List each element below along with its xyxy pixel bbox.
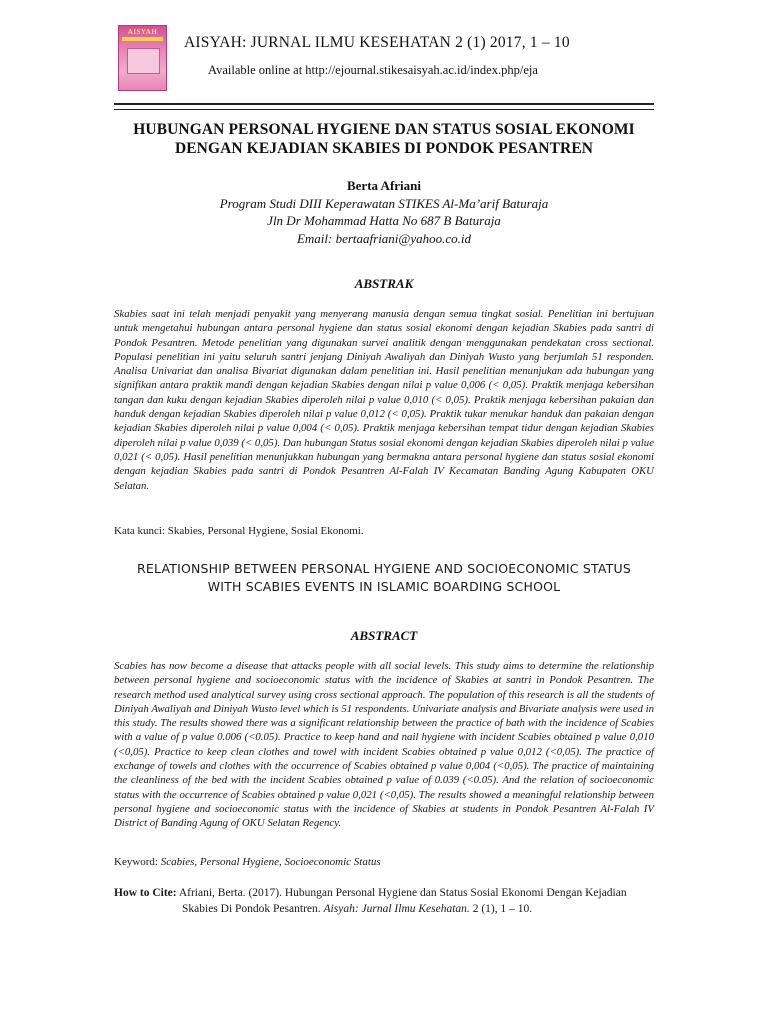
- citation-journal: Aisyah: Jurnal Ilmu Kesehatan.: [323, 903, 470, 915]
- author-affiliation: Program Studi DIII Keperawatan STIKES Al-Ma’arif Baturaja: [219, 195, 549, 211]
- citation-volume: 2 (1), 1 – 10.: [472, 903, 533, 915]
- abstract-heading: ABSTRACT: [350, 628, 418, 643]
- article-title-line: DENGAN KEJADIAN SKABIES DI PONDOK PESANTREN: [174, 140, 594, 157]
- author-address: Jln Dr Mohammad Hatta No 687 B Baturaja: [267, 213, 501, 228]
- article-title: [100, 120, 668, 158]
- journal-availability: Available online at http://ejournal.stikesaisyah.ac.id/index.php/eja: [208, 63, 538, 77]
- cover-title: AISYAH: [127, 28, 158, 36]
- english-title-line: WITH SCABIES EVENTS IN ISLAMIC BOARDING SCHOOL: [207, 579, 561, 594]
- abstrak-heading: ABSTRAK: [354, 276, 414, 291]
- abstrak-keywords: Kata kunci: Skabies, Personal Hygiene, Sosial Ekonomi.: [114, 525, 364, 537]
- journal-cover-thumbnail: [118, 25, 167, 91]
- how-to-cite: [114, 885, 654, 917]
- citation-continuation: [114, 901, 654, 917]
- english-title-line: RELATIONSHIP BETWEEN PERSONAL HYGIENE AND SOCIOECONOMIC STATUS: [137, 561, 631, 576]
- author-email: Email: bertaafriani@yahoo.co.id: [296, 230, 472, 246]
- header-rule-thick: [114, 103, 654, 105]
- cover-band: [122, 37, 163, 41]
- citation-label: How to Cite:: [114, 887, 177, 899]
- header-rule-thin: [114, 109, 654, 110]
- citation-article: Skabies Di Pondok Pesantren.: [182, 903, 321, 915]
- article-title-line: HUBUNGAN PERSONAL HYGIENE DAN STATUS SOSIAL EKONOMI: [133, 121, 635, 138]
- abstract-body: Scabies has now become a disease that attacks people with all social levels. This study aims to determine the relationship between personal hygiene and socioeconomic status with the incidence of Skabies at santri in Pondok Pesantren. The research method used analytical survey using cross sectional approach. The population of this research is all the students of Diniyah Awaliyah and Diniyah Wusto level which is 51 respondents. Univariate analysis and Bivariate analysis were used in this study. The results showed there was a significant relationship between the practice of bath with the incidence of Scabies with a value of p value 0.006 (<0.05). Practice to keep hand and nail hygiene with incident Scabies obtained p value 0,010 (<0,05). Practice to keep clean clothes and towel with incident Scabies obtained p value 0,012 (<0,05). The practice of exchange of towels and clothes with the occurrence of Scabies obtained p value 0,004 (<0,05). The practice of maintaining the cleanliness of the bed with the incident Scabies obtained p value of 0.039 (<0.05). And the relation of socioeconomic status with the occurrence of Scabies obtained p value 0,021 (<0,05). The results showed a meaningful relationship between personal hygiene and socioeconomic status with the incidence of Skabies at students in Pondok Pesantren Al-Falah IV District of Banding Agung of OKU Selatan Regency.: [114, 660, 654, 830]
- keywords-label: Keyword:: [114, 856, 158, 868]
- author-name: Berta Afriani: [346, 178, 421, 193]
- abstrak-body: Skabies saat ini telah menjadi penyakit yang menyerang manusia dengan semua tingkat sosial. Penelitian ini bertujuan untuk mengetahui hubungan antara personal hygiene dan status sosial ekonomi dengan kejadian Skabies pada santri di Pondok Pesantren. Metode penelitian yang digunakan survei analitik dengan menggunakan pendekatan cross sectional. Populasi penelitian ini yaitu seluruh santri jenjang Diniyah Awaliyah dan Diniyah Wusto yang berjumlah 51 responden. Analisa Univariat dan analisa Bivariat digunakan dalam penelitian ini. Hasil penelitian menunjukan ada hubungan yang signifikan antara praktik mandi dengan kejadian Skabies dengan nilai p value 0,006 (< 0,05). Praktik menjaga kebersihan tangan dan kuku dengan kejadian Skabies diperoleh nilai p value 0,010 (< 0,05). Praktik menjaga kebersihan pakaian dan handuk dengan kejadian Skabies diperoleh nilai p value 0,012 (< 0,05). Praktik tukar menukar handuk dan pakaian dengan kejadian Skabies diperoleh nilai p value 0,004 (< 0,05). Praktik menjaga kebersihan tempat tidur dengan kejadian Skabies diperoleh nilai p value 0,039 (< 0,05). Dan hubungan Status sosial ekonomi dengan kejadian Skabies diperoleh nilai p value 0,021 (< 0,05). Hasil penelitian menunjukkan hubungan yang bermakna antara personal hygiene dan status sosial ekonomi dengan kejadian Skabies pada santri di Pondok Pesantren Al-Falah IV Kecamatan Banding Agung Kabupaten OKU Selatan.: [114, 308, 654, 492]
- english-title: [100, 560, 668, 596]
- citation-text: Afriani, Berta. (2017). Hubungan Personal Hygiene dan Status Sosial Ekonomi Dengan Kejadian: [178, 887, 627, 899]
- keywords-value: Scabies, Personal Hygiene, Socioeconomic Status: [160, 856, 381, 868]
- cover-illustration: [127, 48, 160, 74]
- journal-header: [114, 22, 654, 92]
- english-keywords: [114, 856, 654, 868]
- journal-title: AISYAH: JURNAL ILMU KESEHATAN 2 (1) 2017, 1 – 10: [184, 34, 570, 51]
- author-block: [114, 177, 654, 247]
